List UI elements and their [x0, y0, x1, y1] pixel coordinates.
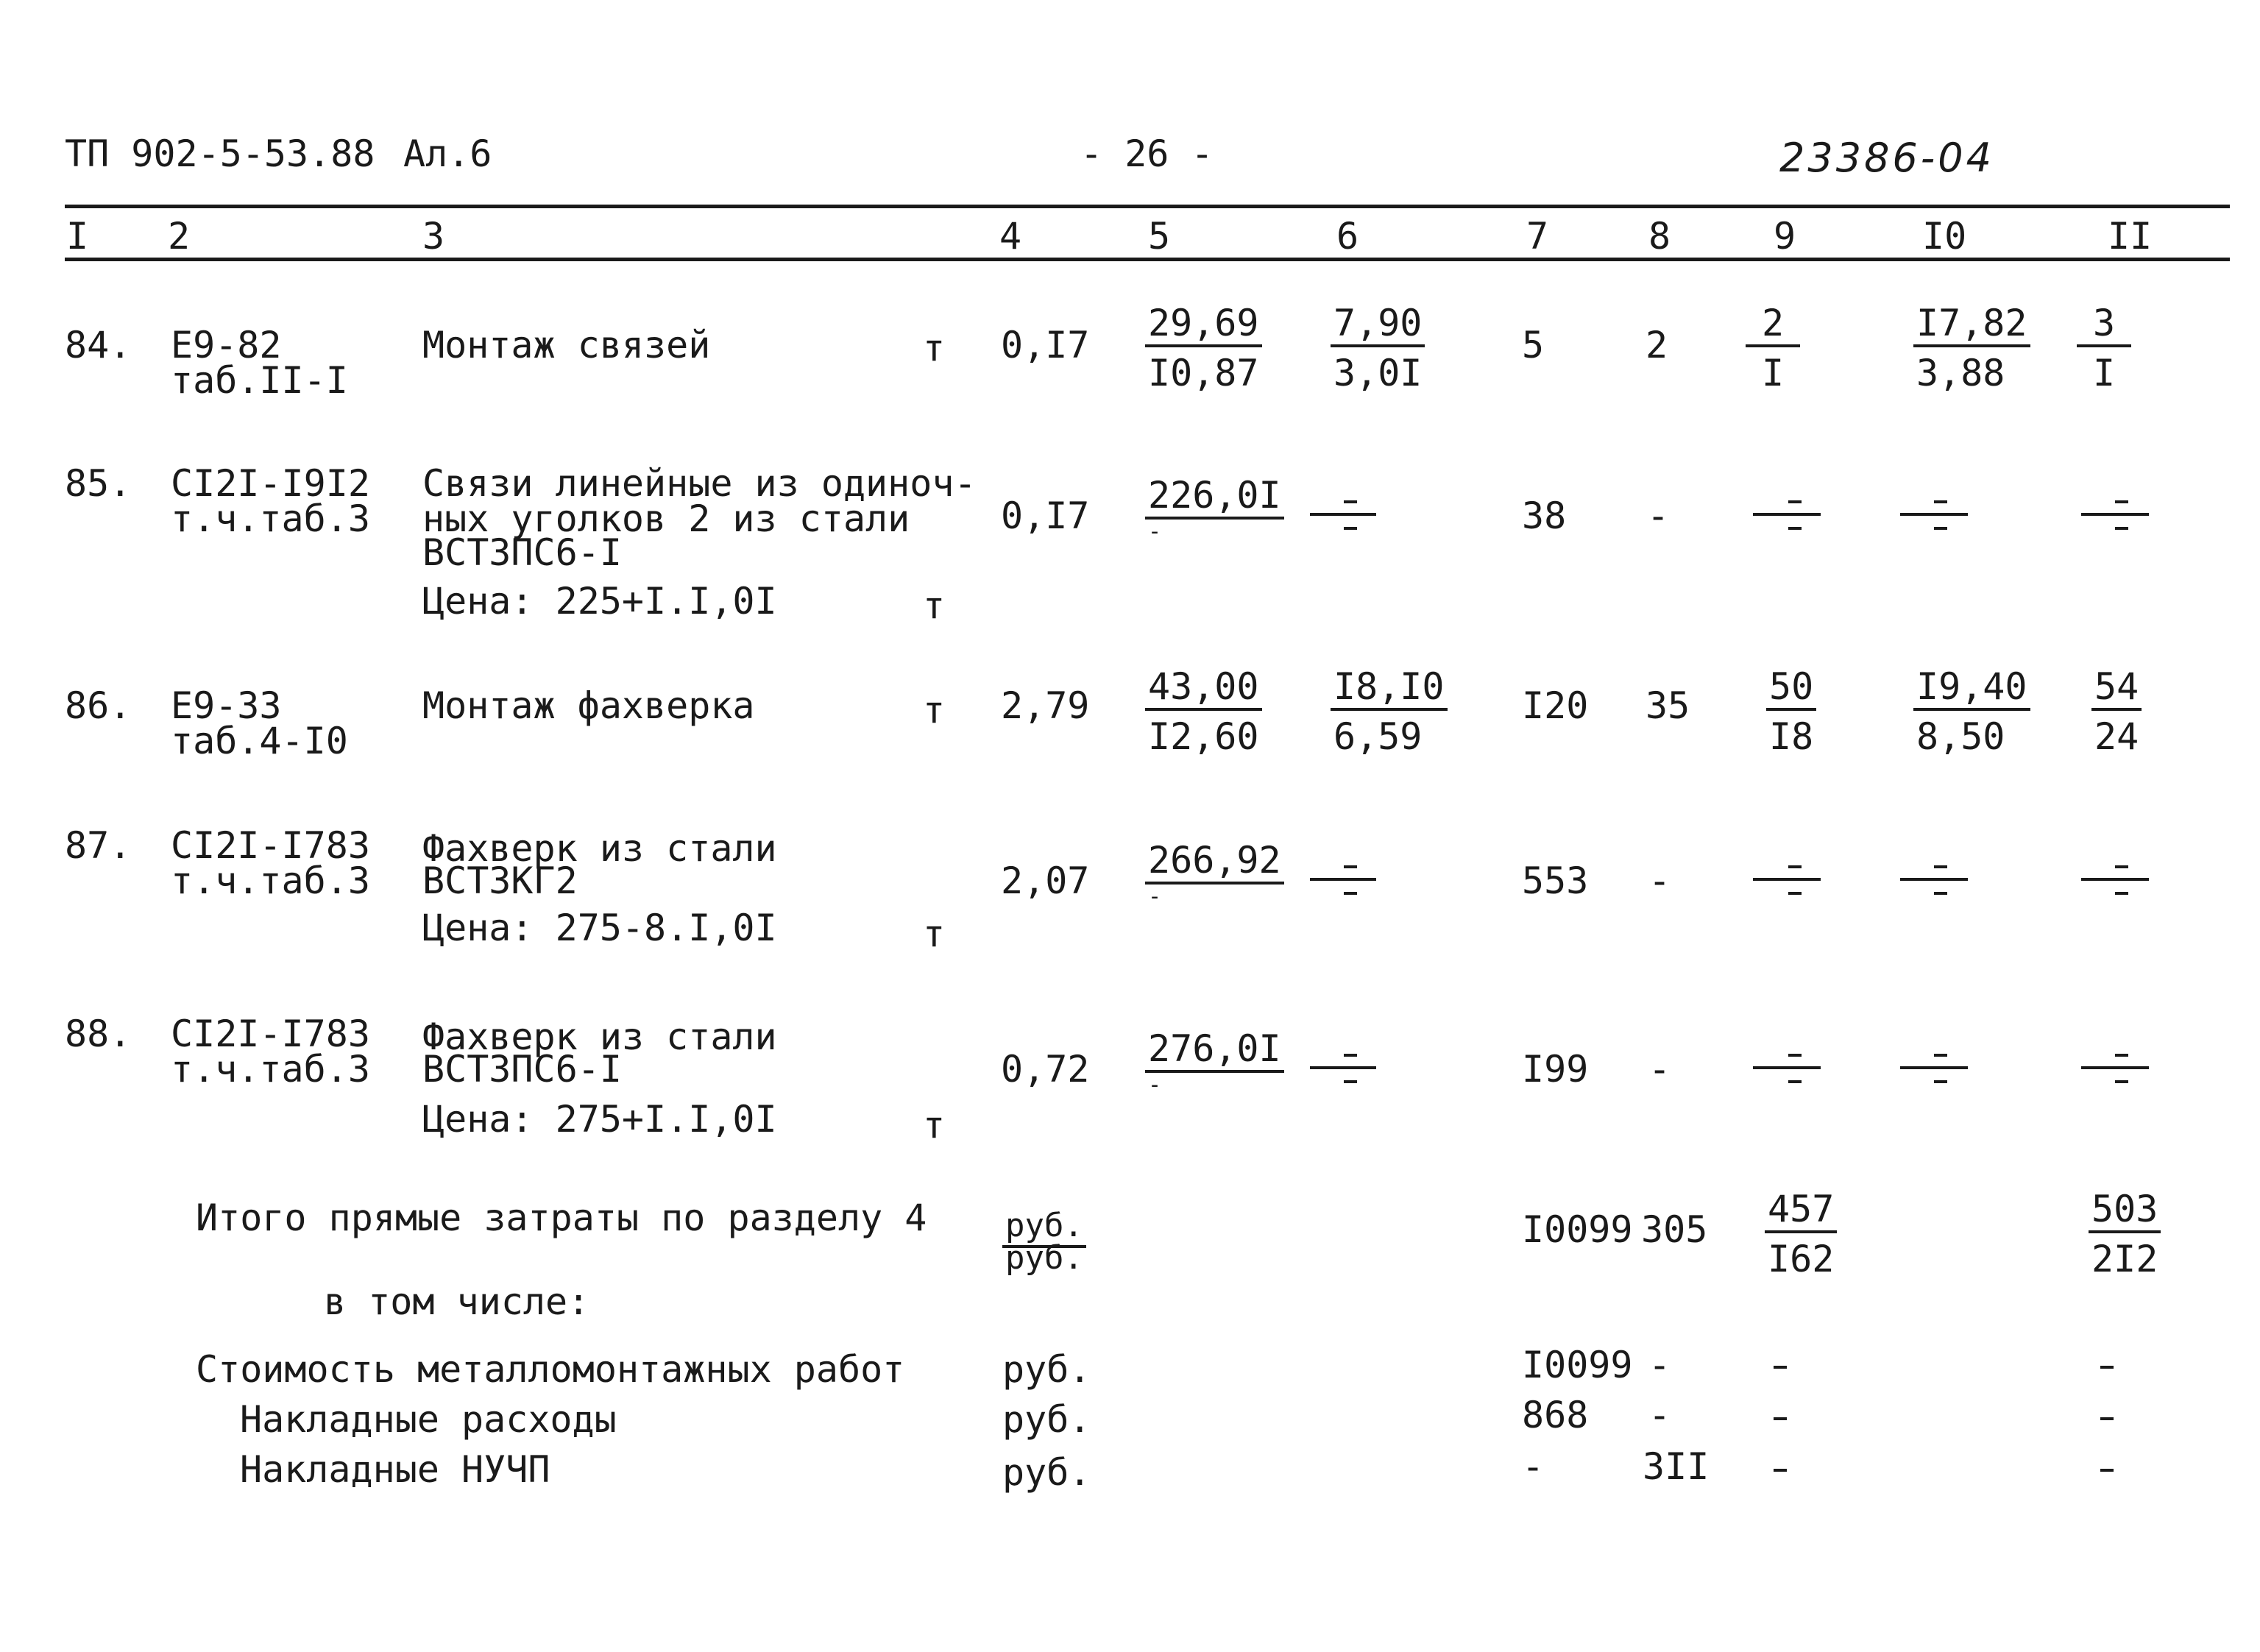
cost-col-7: I99 [1522, 1048, 1589, 1091]
numerator: 7,90 [1331, 305, 1425, 347]
column-header-7: 7 [1526, 215, 1549, 258]
numerator: 276,0I [1145, 1030, 1284, 1073]
denominator: 24 [2094, 715, 2139, 758]
numerator: 3 [2077, 305, 2131, 347]
cost-col-9 [1766, 665, 1816, 758]
column-header-9: 9 [1774, 215, 1796, 258]
breakdown-col-8: - [1648, 1394, 1671, 1436]
numerator: руб. [1002, 1210, 1086, 1248]
work-name: Монтаж фахверка [422, 684, 755, 727]
breakdown-label: Стоимость металломонтажных работ [196, 1348, 905, 1391]
totals-col-11 [2089, 1188, 2161, 1280]
norm-code: СI2I-I783 [171, 1013, 370, 1055]
breakdown-label: Накладные расходы [240, 1398, 617, 1441]
totals-unit [1002, 1205, 1086, 1275]
denominator: - [1148, 519, 1162, 545]
work-name: ВСТ3КГ2 [422, 859, 578, 902]
breakdown-label: Накладные НУЧП [240, 1448, 550, 1491]
column-header-5: 5 [1148, 215, 1171, 258]
norm-table: таб.4-I0 [171, 720, 348, 762]
cost-col-5 [1145, 839, 1284, 910]
breakdown-unit: руб. [1002, 1348, 1091, 1391]
including-label: в том числе: [324, 1280, 590, 1323]
cost-col-5 [1145, 1027, 1284, 1098]
numerator: I7,82 [1913, 305, 2030, 347]
totals-col-9 [1765, 1188, 1837, 1280]
totals-label: Итого прямые затраты по разделу 4 [196, 1197, 927, 1239]
price-note: Цена: 225+I.I,0I [422, 580, 777, 623]
unit: т [923, 584, 946, 627]
album-number: Ал.6 [403, 132, 492, 175]
cost-col-8: - [1648, 859, 1671, 902]
empty-value-dash [1774, 1469, 1787, 1472]
column-header-10: I0 [1922, 215, 1967, 258]
norm-table: таб.II-I [171, 359, 348, 402]
doc-code: ТП 902-5-53.88 [65, 132, 375, 175]
numerator: 266,92 [1145, 842, 1284, 885]
cost-col-7: 553 [1522, 859, 1589, 902]
unit: т [923, 689, 946, 731]
denominator: I [1762, 352, 1785, 394]
cost-col-10 [1913, 302, 2030, 394]
unit: т [923, 1104, 946, 1146]
denominator: - [1148, 884, 1162, 910]
cost-col-8: 35 [1646, 684, 1690, 727]
quantity: 2,07 [1001, 859, 1090, 902]
denominator: I [2093, 352, 2116, 394]
denominator: I0,87 [1148, 352, 1259, 394]
breakdown-col-8: 3II [1643, 1445, 1710, 1488]
norm-table: т.ч.таб.3 [171, 1048, 370, 1091]
denominator: 3,0I [1333, 352, 1423, 394]
work-name: Монтаж связей [422, 324, 711, 366]
cost-col-5 [1145, 665, 1262, 758]
norm-code: СI2I-I9I2 [171, 462, 370, 505]
cost-col-7: 38 [1522, 494, 1567, 537]
denominator: руб. [1005, 1239, 1083, 1277]
cost-col-5 [1145, 302, 1262, 394]
row-number: 88. [65, 1013, 132, 1055]
unit: т [923, 912, 946, 955]
cost-col-7: 5 [1522, 324, 1545, 366]
column-header-4: 4 [999, 215, 1022, 258]
column-header-1: I [66, 215, 89, 258]
column-header-6: 6 [1336, 215, 1359, 258]
empty-value-dash [1774, 1417, 1787, 1420]
numerator: 226,0I [1145, 477, 1284, 520]
totals-col-7: I0099 [1522, 1208, 1633, 1251]
norm-code: Е9-33 [171, 684, 282, 727]
work-name: Связи линейные из одиноч- [422, 462, 977, 505]
totals-col-8: 305 [1641, 1208, 1708, 1251]
numerator: 503 [2089, 1191, 2161, 1233]
breakdown-col-7: 868 [1522, 1394, 1589, 1436]
cost-col-9 [1746, 302, 1800, 394]
cost-col-8: - [1647, 494, 1670, 537]
column-header-11: II [2108, 215, 2153, 258]
cost-col-11 [2091, 665, 2142, 758]
quantity: 0,I7 [1001, 324, 1090, 366]
cost-col-11 [2077, 302, 2131, 394]
breakdown-col-7: - [1522, 1445, 1545, 1488]
denominator: I2,60 [1148, 715, 1259, 758]
cost-col-6 [1331, 302, 1425, 394]
breakdown-unit: руб. [1002, 1398, 1091, 1441]
column-header-2: 2 [168, 215, 191, 258]
unit: т [923, 327, 946, 369]
numerator: 29,69 [1145, 305, 1262, 347]
breakdown-col-7: I0099 [1522, 1344, 1633, 1386]
numerator: 457 [1765, 1191, 1837, 1233]
quantity: 0,I7 [1001, 494, 1090, 537]
denominator: 6,59 [1333, 715, 1423, 758]
numerator: 43,00 [1145, 668, 1262, 711]
column-header-3: 3 [422, 215, 445, 258]
empty-value-dash [2100, 1366, 2114, 1369]
work-name: ВСТ3ПС6-I [422, 1048, 622, 1091]
numerator: 54 [2091, 668, 2142, 711]
work-name: ных уголков 2 из стали [422, 497, 910, 540]
numerator: I8,I0 [1331, 668, 1448, 711]
denominator: I8 [1769, 715, 1814, 758]
handwritten-number: 23386-04 [1779, 135, 1994, 181]
row-number: 84. [65, 324, 132, 366]
empty-value-dash [1774, 1366, 1787, 1369]
norm-table: т.ч.таб.3 [171, 497, 370, 540]
row-number: 85. [65, 462, 132, 505]
numerator: I9,40 [1913, 668, 2030, 711]
cost-col-8: 2 [1646, 324, 1668, 366]
header-bottom-rule [65, 258, 2230, 261]
denominator: - [1148, 1072, 1162, 1098]
empty-value-dash [2100, 1417, 2114, 1420]
header-top-rule [65, 205, 2230, 208]
work-name: ВСТ3ПС6-I [422, 531, 622, 574]
row-number: 87. [65, 824, 132, 867]
norm-code: СI2I-I783 [171, 824, 370, 867]
norm-code: Е9-82 [171, 324, 282, 366]
breakdown-unit: руб. [1002, 1451, 1091, 1494]
denominator: 8,50 [1916, 715, 2005, 758]
quantity: 0,72 [1001, 1048, 1090, 1091]
cost-col-5 [1145, 474, 1284, 545]
breakdown-col-8: - [1648, 1344, 1671, 1386]
numerator: 2 [1746, 305, 1800, 347]
cost-col-7: I20 [1522, 684, 1589, 727]
work-name: Фахверк из стали [422, 827, 777, 870]
denominator: 3,88 [1916, 352, 2005, 394]
price-note: Цена: 275-8.I,0I [422, 907, 777, 949]
empty-value-dash [2100, 1469, 2114, 1472]
denominator: 2I2 [2091, 1238, 2158, 1280]
work-name: Фахверк из стали [422, 1015, 777, 1058]
row-number: 86. [65, 684, 132, 727]
norm-table: т.ч.таб.3 [171, 859, 370, 902]
column-header-8: 8 [1648, 215, 1671, 258]
page-number: - 26 - [1080, 132, 1214, 175]
cost-col-6 [1331, 665, 1448, 758]
price-note: Цена: 275+I.I,0I [422, 1098, 777, 1141]
denominator: I62 [1768, 1238, 1835, 1280]
quantity: 2,79 [1001, 684, 1090, 727]
cost-col-10 [1913, 665, 2030, 758]
numerator: 50 [1766, 668, 1816, 711]
cost-col-8: - [1648, 1048, 1671, 1091]
